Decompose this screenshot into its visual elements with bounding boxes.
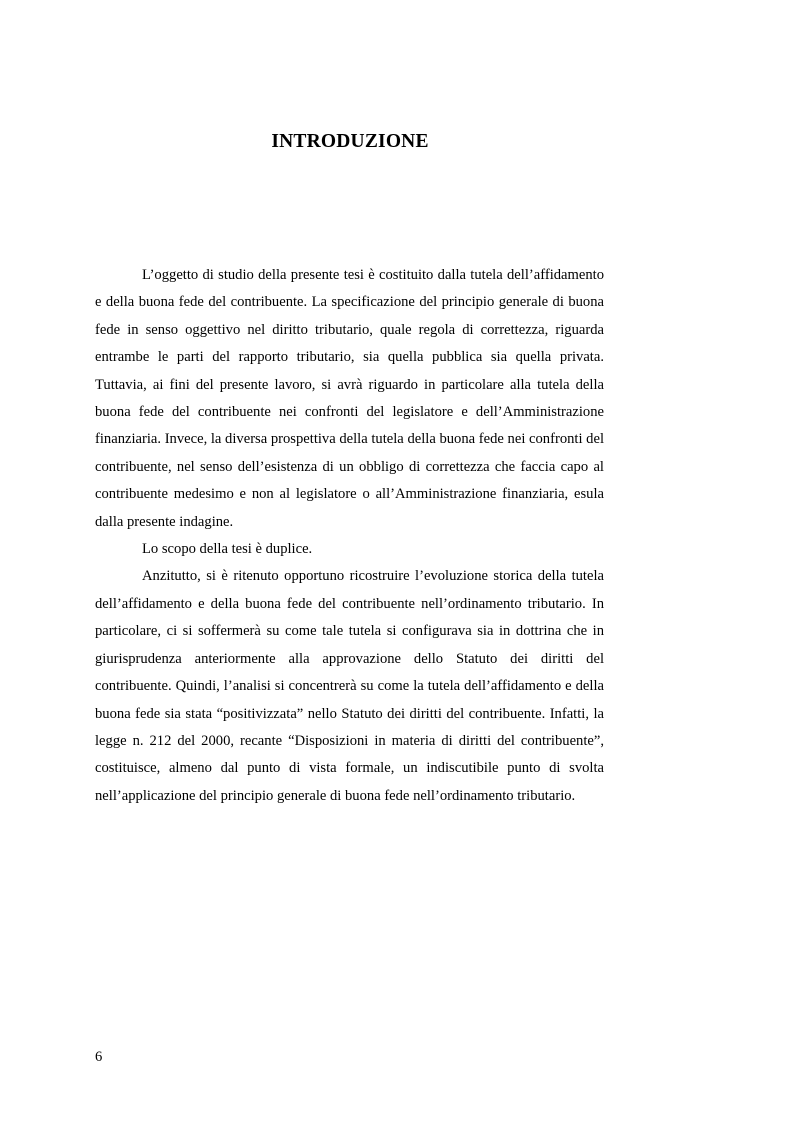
body-text xyxy=(95,262,604,810)
page-title: INTRODUZIONE xyxy=(271,131,429,152)
page-number: 6 xyxy=(95,1049,103,1065)
paragraph-3: Anzitutto, si è ritenuto opportuno ricostruire l’evoluzione storica della tutela dell’affidamento e della buona fede del contribuente nell’ordinamento tributario. In particolare, ci si soffermerà su come tale tutela si configurava sia in dottrina che in giurisprudenza anteriormente alla approvazione dello Statuto dei diritti del contribuente. Quindi, l’analisi si concentrerà su come la tutela dell’affidamento e della buona fede sia stata “positivizzata” nello Statuto dei diritti del contribuente. Infatti, la legge n. 212 del 2000, recante “Disposizioni in materia di diritti del contribuente”, costituisce, almeno dal punto di vista formale, un indiscutibile punto di svolta nell’applicazione del principio generale di buona fede nell’ordinamento tributario. xyxy=(95,568,604,804)
paragraph-2: Lo scopo della tesi è duplice. xyxy=(142,541,313,558)
paragraph-1: L’oggetto di studio della presente tesi è costituito dalla tutela dell’affidamento e della buona fede del contribuente. La specificazione del principio generale di buona fede in senso oggettivo nel diritto tributario, quale regola di correttezza, riguarda entrambe le parti del rapporto tributario, sia quella pubblica sia quella privata. Tuttavia, ai fini del presente lavoro, si avrà riguardo in particolare alla tutela della buona fede del contribuente nei confronti del legislatore e dell’Amministrazione finanziaria. Invece, la diversa prospettiva della tutela della buona fede nei confronti del contribuente, nel senso dell’esistenza di un obbligo di correttezza che faccia capo al contribuente medesimo e non al legislatore o all’Amministrazione finanziaria, esula dalla presente indagine. xyxy=(95,267,604,530)
